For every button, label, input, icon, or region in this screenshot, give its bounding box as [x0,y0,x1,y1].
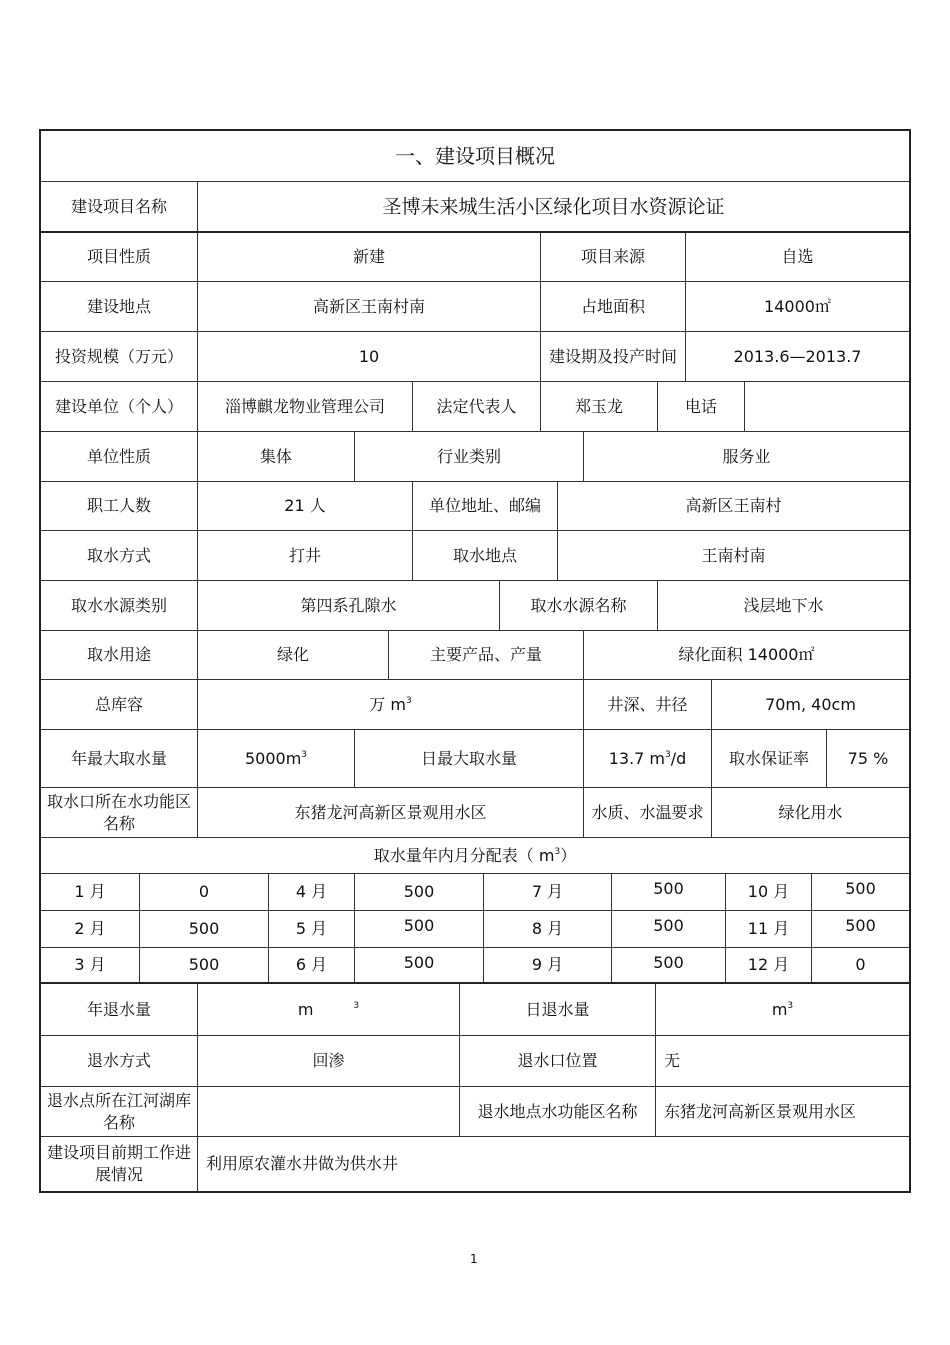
daily-return-sup: 3 [787,1000,794,1011]
zone-value: 东猪龙河高新区景观用水区 [198,788,584,837]
zone-row [41,788,909,838]
month-label: 4 月 [269,874,355,910]
staff-value: 21 人 [198,482,413,530]
intake-place-value: 王南村南 [701,545,766,565]
month-label: 5 月 [269,911,355,947]
monthly-title-row [41,838,909,874]
guarantee-label: 取水保证率 [712,730,827,787]
monthly-title [41,838,909,873]
daily-return-text: m [771,999,788,1019]
outlet-label: 退水口位置 [460,1036,656,1086]
month-value: 0 [140,874,269,910]
guarantee-value: 75 % [847,748,889,768]
return-method-label: 退水方式 [41,1036,198,1086]
month-label: 6 月 [269,948,355,982]
period-label: 建设期及投产时间 [541,332,686,381]
quality-label: 水质、水温要求 [584,788,712,837]
address-label: 单位地址、邮编 [413,482,558,530]
unit-type-label: 单位性质 [41,432,198,481]
progress-row [41,1137,909,1191]
month-label: 12 月 [726,948,812,982]
unit-type-value: 集体 [198,432,355,481]
location-label: 建设地点 [41,282,198,331]
progress-value: 利用原农灌水井做为供水井 [206,1154,399,1173]
source-label: 项目来源 [541,233,686,281]
unit-value: 淄博麒龙物业管理公司 [198,382,413,431]
nature-label: 项目性质 [41,233,198,281]
invest-value: 10 [198,332,541,381]
capacity-label: 总库容 [41,680,198,729]
staff-label: 职工人数 [41,482,198,530]
daily-return-value [656,984,909,1035]
nature-row [41,233,909,282]
period-value: 2013.6—2013.7 [733,346,862,366]
annual-return-label: 年退水量 [41,984,198,1035]
month-row [41,911,909,948]
month-value: 500 [612,948,726,982]
water-source-row [41,581,909,631]
annual-max-label: 年最大取水量 [41,730,198,787]
month-row [41,948,909,984]
location-row [41,282,909,332]
month-value: 500 [140,948,269,982]
month-label: 3 月 [41,948,140,982]
page-number: 1 [470,1252,478,1266]
address-value: 高新区王南村 [685,496,782,515]
unit-row [41,382,909,432]
annual-max-sup: 3 [301,749,308,760]
project-table [39,129,911,1193]
annual-return-sup: 3 [353,1000,360,1011]
area-label: 占地面积 [541,282,686,331]
project-name-label: 建设项目名称 [41,182,198,231]
intake-method-label: 取水方式 [41,531,198,580]
month-value: 500 [612,874,726,910]
return-zone-label: 退水地点水功能区名称 [460,1087,656,1136]
annual-max-value [198,730,355,787]
project-name: 圣博未来城生活小区绿化项目水资源论证 [382,195,725,218]
water-source-type-value: 第四系孔隙水 [198,581,500,630]
capacity-row [41,680,909,730]
daily-max-unit: /d [670,748,687,768]
daily-max-value [584,730,712,787]
area-value: 14000㎡ [764,296,831,316]
use-label: 取水用途 [41,631,198,679]
month-value: 500 [845,879,876,898]
daily-max-sup: 3 [665,749,671,760]
river-row [41,1087,909,1137]
invest-label: 投资规模（万元） [41,332,198,381]
zone-label: 取水口所在水功能区名称 [41,788,198,837]
location-value: 高新区王南村南 [198,282,541,331]
annual-max-text: 5000m [244,748,302,768]
month-value: 500 [355,874,484,910]
industry-value: 服务业 [722,446,771,466]
month-label: 1 月 [41,874,140,910]
month-value: 500 [355,911,484,947]
river-label: 退水点所在江河湖库名称 [41,1087,198,1136]
month-label: 9 月 [484,948,612,982]
well-value: 70m, 40cm [765,694,856,714]
return-row [41,984,909,1036]
capacity-value [198,680,584,729]
month-value: 500 [845,916,876,935]
annual-return-text: m [297,999,314,1019]
project-name-row [41,182,909,233]
monthly-title-end: ） [560,845,577,865]
capacity-text: 万 m [369,694,406,714]
daily-max-text: 13.7 m [608,748,665,768]
staff-row [41,482,909,531]
source-value: 自选 [781,247,814,266]
monthly-title-sup: 3 [554,846,561,857]
return-zone-value: 东猪龙河高新区景观用水区 [664,1101,857,1121]
max-intake-row [41,730,909,788]
monthly-title-text: 取水量年内月分配表（ m [373,845,555,865]
return-method-value: 回渗 [198,1036,460,1086]
water-source-name-value: 浅层地下水 [743,595,824,615]
quality-value: 绿化用水 [778,802,843,822]
unit-label: 建设单位（个人） [41,382,198,431]
product-value: 绿化面积 14000㎡ [678,645,815,664]
month-value: 500 [140,911,269,947]
use-value: 绿化 [198,631,389,679]
intake-place-label: 取水地点 [413,531,558,580]
well-label: 井深、井径 [584,680,712,729]
month-value: 0 [855,955,866,974]
month-label: 10 月 [726,874,812,910]
intake-row [41,531,909,581]
month-label: 8 月 [484,911,612,947]
return-method-row [41,1036,909,1087]
month-label: 2 月 [41,911,140,947]
section-title: 一、建设项目概况 [395,144,555,168]
invest-row [41,332,909,382]
water-source-name-label: 取水水源名称 [500,581,658,630]
river-value [198,1087,460,1136]
outlet-value: 无 [664,1051,681,1070]
capacity-sup: 3 [405,695,412,706]
nature-value: 新建 [198,233,541,281]
month-label: 11 月 [726,911,812,947]
intake-method-value: 打井 [198,531,413,580]
legal-label: 法定代表人 [413,382,541,431]
water-source-type-label: 取水水源类别 [41,581,198,630]
use-row [41,631,909,680]
industry-label: 行业类别 [355,432,584,481]
unit-type-row [41,432,909,482]
section-title-row [41,131,909,182]
phone-label: 电话 [658,382,745,431]
product-label: 主要产品、产量 [389,631,584,679]
progress-label: 建设项目前期工作进展情况 [41,1137,198,1191]
month-value: 500 [355,948,484,982]
month-row [41,874,909,911]
annual-return-value [198,984,460,1035]
legal-value: 郑玉龙 [541,382,658,431]
daily-max-label: 日最大取水量 [355,730,584,787]
phone-value [745,382,909,431]
month-value: 500 [612,911,726,947]
daily-return-label: 日退水量 [460,984,656,1035]
month-label: 7 月 [484,874,612,910]
